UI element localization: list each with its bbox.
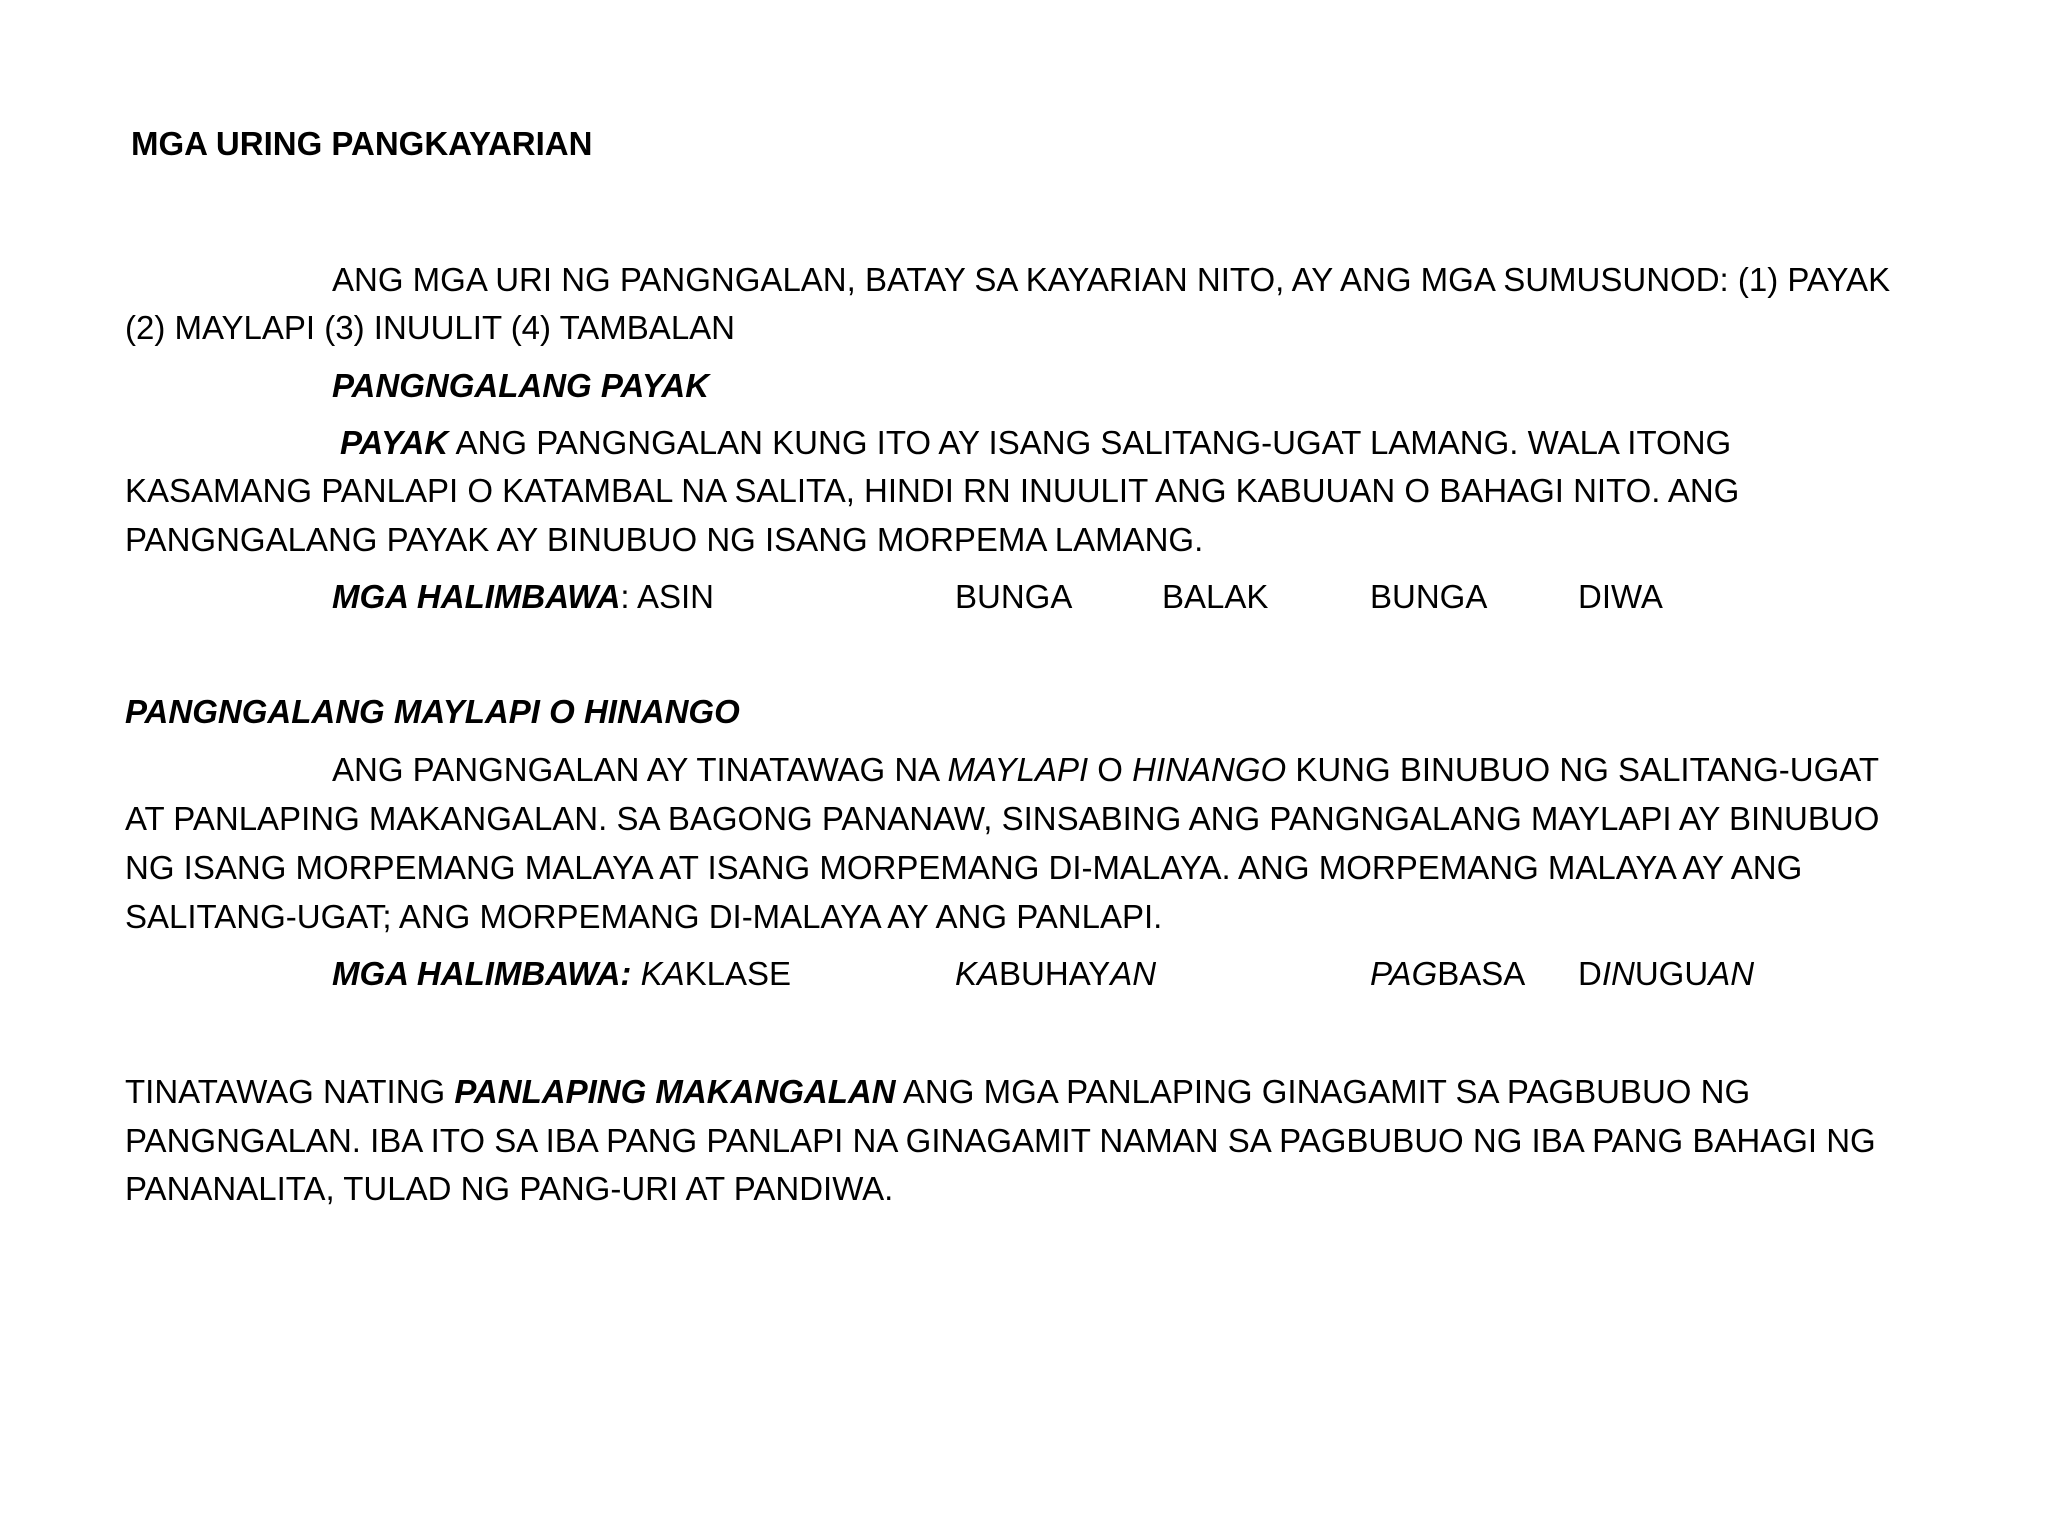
maylapi-text: O — [1088, 751, 1133, 788]
example-affix: KA — [955, 955, 1000, 992]
maylapi-examples-label: MGA HALIMBAWA: — [332, 955, 632, 992]
hinango-term: HINANGO — [1132, 751, 1287, 788]
maylapi-text: ANG PANGNGALAN AY TINATAWAG NA — [332, 751, 948, 788]
example-root: BASA — [1437, 955, 1526, 992]
payak-examples-label: MGA HALIMBAWA — [332, 578, 621, 615]
maylapi-example-pagbasa — [1370, 949, 1525, 998]
example-affix: PAG — [1370, 955, 1438, 992]
example-affix: KA — [631, 955, 685, 992]
example-root: BUHAY — [999, 955, 1111, 992]
maylapi-term: MAYLAPI — [947, 751, 1089, 788]
closing-line-3: PANANALITA, TULAD NG PANG-URI AT PANDIWA. — [125, 1170, 894, 1207]
maylapi-text: KUNG BINUBUO NG SALITANG-UGAT — [1286, 751, 1880, 788]
payak-term: PAYAK — [340, 424, 449, 461]
maylapi-examples — [332, 949, 791, 998]
example-affix: IN — [1601, 955, 1635, 992]
maylapi-example-kabuhayan — [955, 949, 1156, 998]
payak-examples — [332, 572, 714, 621]
maylapi-paragraph-line-2: AT PANLAPING MAKANGALAN. SA BAGONG PANANAW, SINSABING ANG PANGNGALANG MAYLAPI AY BINUBUO — [125, 800, 1880, 837]
closing-text: ANG MGA PANLAPING GINAGAMIT SA PAGBUBUO NG — [895, 1073, 1751, 1110]
maylapi-paragraph-line-3: NG ISANG MORPEMANG MALAYA AT ISANG MORPEMANG DI-MALAYA. ANG MORPEMANG MALAYA AY ANG — [125, 849, 1803, 886]
payak-example: DIWA — [1578, 578, 1663, 615]
maylapi-heading: PANGNGALANG MAYLAPI O HINANGO — [125, 693, 740, 730]
maylapi-paragraph-line-4: SALITANG-UGAT; ANG MORPEMANG DI-MALAYA AY ANG PANLAPI. — [125, 898, 1163, 935]
payak-paragraph-line-1 — [340, 418, 1731, 467]
closing-text: TINATAWAG NATING — [125, 1073, 455, 1110]
panlaping-makangalan-term: PANLAPING MAKANGALAN — [454, 1073, 896, 1110]
maylapi-paragraph-line-1 — [332, 745, 1879, 794]
page-title: MGA URING PANGKAYARIAN — [131, 125, 593, 162]
payak-paragraph-line-2: KASAMANG PANLAPI O KATAMBAL NA SALITA, HINDI RN INUULIT ANG KABUUAN O BAHAGI NITO. ANG — [125, 472, 1740, 509]
payak-paragraph-line-3: PANGNGALANG PAYAK AY BINUBUO NG ISANG MORPEMA LAMANG. — [125, 521, 1204, 558]
closing-line-2: PANGNGALAN. IBA ITO SA IBA PANG PANLAPI NA GINAGAMIT NAMAN SA PAGBUBUO NG IBA PANG BAHAGI NG — [125, 1122, 1876, 1159]
payak-heading: PANGNGALANG PAYAK — [332, 367, 710, 404]
example-affix: AN — [1708, 955, 1755, 992]
example-root: KLASE — [684, 955, 792, 992]
intro-line-2: (2) MAYLAPI (3) INUULIT (4) TAMBALAN — [125, 309, 736, 346]
example-affix: AN — [1110, 955, 1157, 992]
maylapi-example-dinuguan — [1578, 949, 1754, 998]
example-root: D — [1578, 955, 1602, 992]
payak-example: BUNGA — [955, 578, 1073, 615]
closing-line-1 — [125, 1067, 1750, 1116]
payak-line-1-rest: ANG PANGNGALAN KUNG ITO AY ISANG SALITANG-UGAT LAMANG. WALA ITONG — [448, 424, 1732, 461]
payak-example: BUNGA — [1370, 578, 1488, 615]
payak-example-asin: : ASIN — [620, 578, 714, 615]
intro-line-1: ANG MGA URI NG PANGNGALAN, BATAY SA KAYARIAN NITO, AY ANG MGA SUMUSUNOD: (1) PAYAK — [332, 261, 1891, 298]
example-root: UGU — [1634, 955, 1709, 992]
payak-example: BALAK — [1162, 578, 1269, 615]
